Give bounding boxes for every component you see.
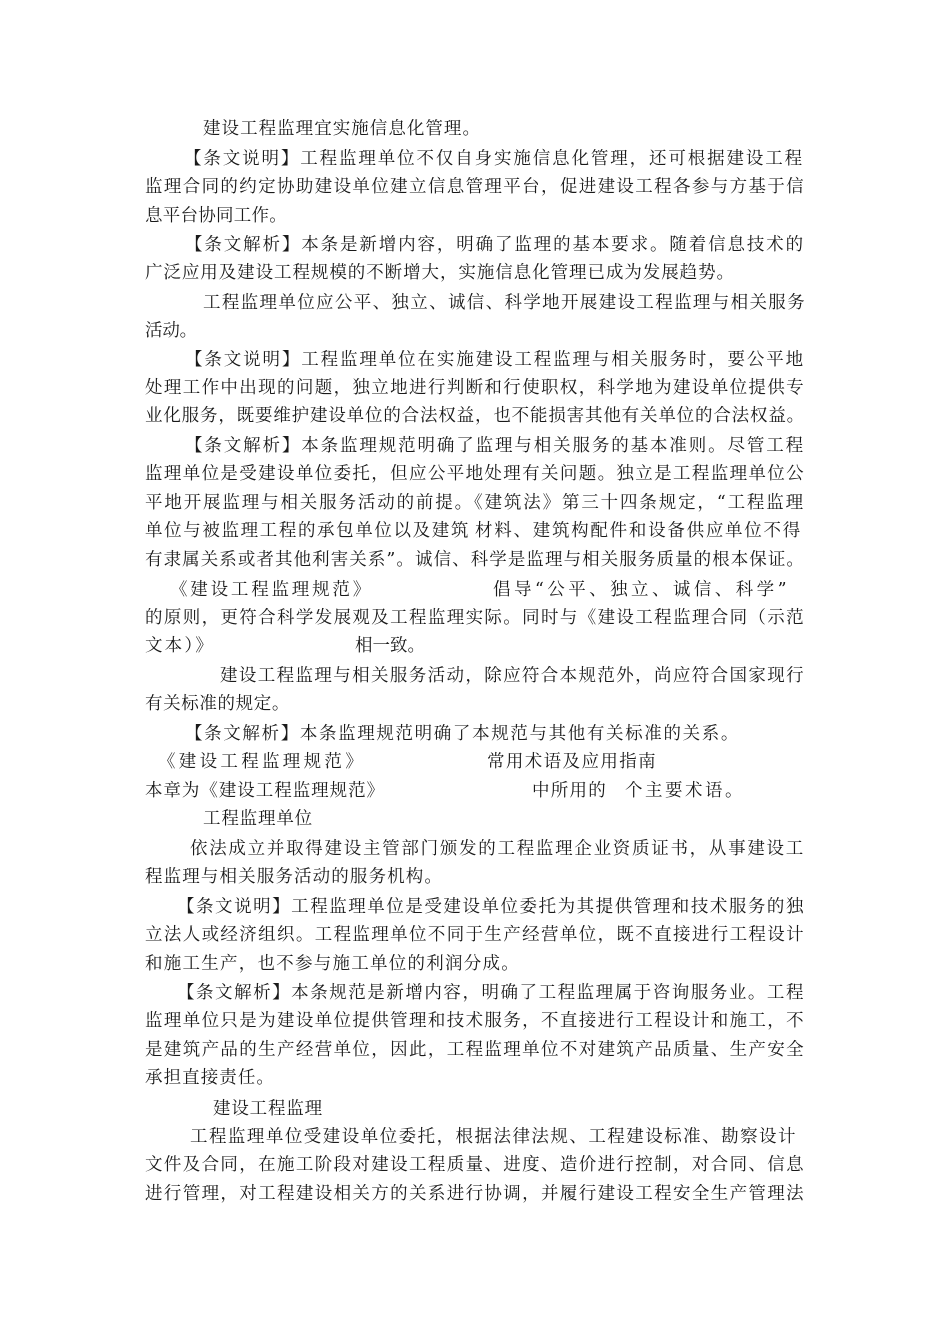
text-line <box>0 778 950 804</box>
text-segment: 【条文说明】工程监理单位是受建设单位委托为其提供管理和技术服务的独 <box>177 897 805 917</box>
text-line <box>0 633 950 659</box>
text-segment: 【条文解析】本条规范是新增内容，明确了工程监理属于咨询服务业。工程 <box>177 983 805 1003</box>
text-line <box>0 146 950 172</box>
text-line <box>0 1096 950 1122</box>
text-segment: 监理单位只是为建设单位提供管理和技术服务，不直接进行工程设计和施工，不 <box>145 1011 805 1031</box>
text-segment: 工程监理单位应公平、独立、诚信、科学地开展建设工程监理与相关服务 <box>203 293 806 313</box>
text-segment: 倡导“公平、独立、诚信、科学” <box>493 580 790 600</box>
text-segment: 有隶属关系或者其他利害关系”。诚信、科学是监理与相关服务质量的根本保证。 <box>145 550 805 570</box>
text-line <box>0 894 950 920</box>
text-segment: 【条文解析】本条监理规范明确了监理与相关服务的基本准则。尽管工程 <box>185 436 805 456</box>
text-line <box>0 461 950 487</box>
text-line <box>0 490 950 516</box>
text-segment: 工程监理单位受建设单位委托，根据法律法规、工程建设标准、勘察设计 <box>190 1127 797 1147</box>
text-segment: 活动。 <box>145 321 197 341</box>
text-line <box>0 347 950 373</box>
text-segment: 平地开展监理与相关服务活动的前提。《建筑法》第三十四条规定，“工程监理 <box>145 493 805 513</box>
text-line <box>0 318 950 344</box>
text-line <box>0 403 950 429</box>
text-line <box>0 980 950 1006</box>
text-segment: 监理合同的约定协助建设单位建立信息管理平台，促进建设工程各参与方基于信 <box>145 177 805 197</box>
text-segment: 处理工作中出现的问题，独立地进行判断和行使职权，科学地为建设单位提供专 <box>145 378 805 398</box>
text-line <box>0 951 950 977</box>
text-segment: 单位与被监理工程的承包单位以及建筑 <box>145 521 470 541</box>
text-segment: 《建设工程监理规范》 <box>158 752 366 772</box>
text-line <box>0 663 950 689</box>
text-segment: 和施工生产，也不参与施工单位的利润分成。 <box>145 954 520 974</box>
text-segment: 程监理与相关服务活动的服务机构。 <box>145 867 443 887</box>
text-segment: 立法人或经济组织。工程监理单位不同于生产经营单位，既不直接进行工程设计 <box>145 925 805 945</box>
text-line <box>0 116 950 142</box>
text-segment: 【条文解析】本条是新增内容，明确了监理的基本要求。随着信息技术的 <box>185 235 805 255</box>
text-segment: 常用术语及应用指南 <box>487 752 657 772</box>
text-line <box>0 1065 950 1091</box>
text-line <box>0 260 950 286</box>
text-segment: 是建筑产品的生产经营单位，因此，工程监理单位不对建筑产品质量、生产安全 <box>145 1040 805 1060</box>
text-line <box>0 518 950 544</box>
text-segment: 建设工程监理与相关服务活动，除应符合本规范外，尚应符合国家现行 <box>220 666 805 686</box>
text-line <box>0 605 950 631</box>
text-segment: 本章为《建设工程监理规范》 <box>145 781 385 801</box>
text-segment: 建设工程监理宜实施信息化管理。 <box>203 119 481 139</box>
text-segment: 广泛应用及建设工程规模的不断增大，实施信息化管理已成为发展趋势。 <box>145 263 735 283</box>
text-line <box>0 232 950 258</box>
text-segment: 依法成立并取得建设主管部门颁发的工程监理企业资质证书，从事建设工 <box>190 839 805 859</box>
text-segment: 个主要术语。 <box>625 781 745 801</box>
text-line <box>0 290 950 316</box>
text-segment: 《建设工程监理规范》 <box>170 580 373 600</box>
text-segment: 文件及合同，在施工阶段对建设工程质量、进度、造价进行控制，对合同、信息 <box>145 1155 805 1175</box>
text-segment: 材料、建筑构配件和设备供应单位不得 <box>475 521 802 541</box>
text-line <box>0 806 950 832</box>
text-segment: 【条文解析】本条监理规范明确了本规范与其他有关标准的关系。 <box>185 724 740 744</box>
text-line <box>0 749 950 775</box>
text-line <box>0 864 950 890</box>
text-segment: 有关标准的规定。 <box>145 694 290 714</box>
text-line <box>0 836 950 862</box>
text-segment: 工程监理单位 <box>203 809 313 829</box>
text-segment: 进行管理，对工程建设相关方的关系进行协调，并履行建设工程安全生产管理法 <box>145 1184 805 1204</box>
text-line <box>0 577 950 603</box>
text-line <box>0 1037 950 1063</box>
text-line <box>0 433 950 459</box>
text-segment: 监理单位是受建设单位委托，但应公平地处理有关问题。独立是工程监理单位公 <box>145 464 805 484</box>
text-segment: 业化服务，既要维护建设单位的合法权益，也不能损害其他有关单位的合法权益。 <box>145 406 805 426</box>
text-line <box>0 174 950 200</box>
text-segment: 承担直接责任。 <box>145 1068 275 1088</box>
text-segment: 文本）》 <box>145 636 215 656</box>
text-line <box>0 375 950 401</box>
text-line <box>0 721 950 747</box>
text-segment: 建设工程监理 <box>213 1099 323 1119</box>
text-segment: 【条文说明】工程监理单位在实施建设工程监理与相关服务时，要公平地 <box>185 350 805 370</box>
text-segment: 相一致。 <box>355 636 425 656</box>
text-line <box>0 1181 950 1207</box>
text-segment: 【条文说明】工程监理单位不仅自身实施信息化管理，还可根据建设工程 <box>184 149 804 169</box>
text-line <box>0 1124 950 1150</box>
text-line <box>0 1152 950 1178</box>
text-line <box>0 922 950 948</box>
text-segment: 的原则，更符合科学发展观及工程监理实际。同时与《建设工程监理合同（示范 <box>145 608 805 628</box>
text-segment: 息平台协同工作。 <box>145 206 287 226</box>
text-segment: 中所用的 <box>532 781 607 801</box>
text-line <box>0 691 950 717</box>
text-line <box>0 1008 950 1034</box>
text-line <box>0 203 950 229</box>
text-line <box>0 547 950 573</box>
